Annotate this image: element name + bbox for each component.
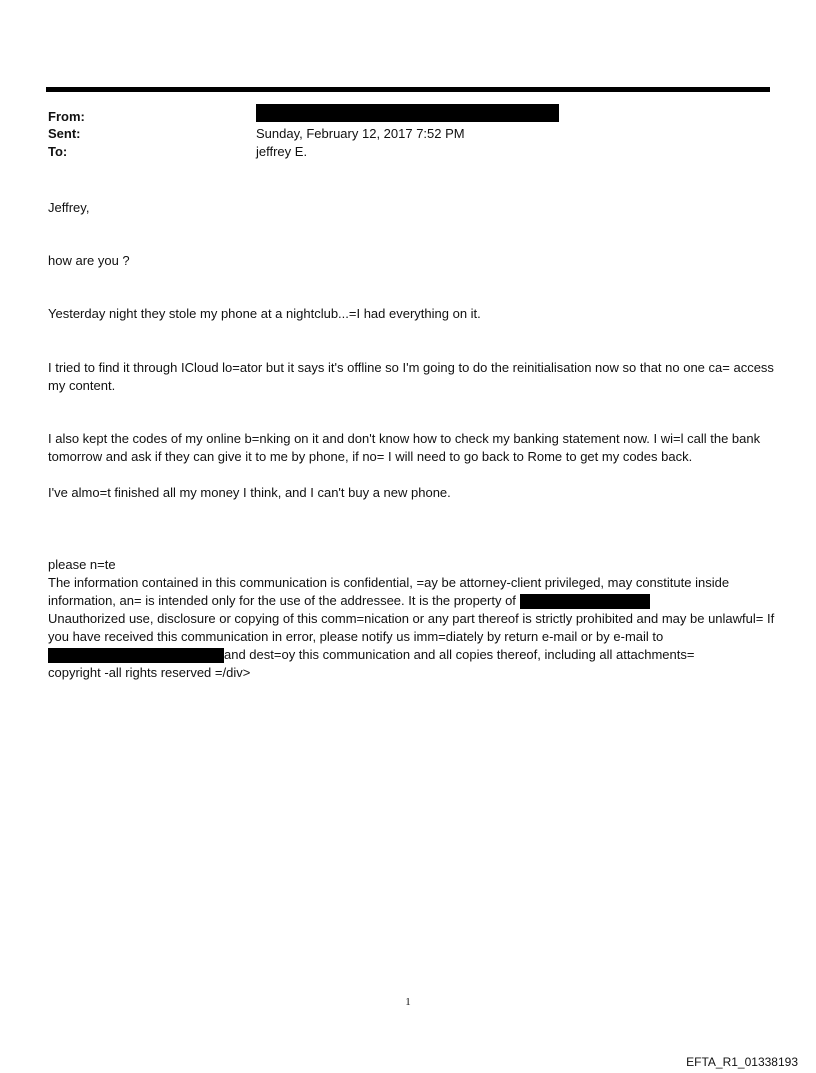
disclaimer-part-1: The information contained in this communication is confidential, =ay be attorney-client privileged, may constitute inside information, an= is intended only for the use of the addressee. It is the property of [48, 575, 730, 608]
redaction-block [256, 104, 559, 122]
redaction-block [520, 594, 650, 609]
disclaimer-text [48, 574, 778, 682]
greeting: Jeffrey, [48, 200, 90, 215]
body-paragraph-3: I tried to find it through ICloud lo=ator but it says it's offline so I'm going to do the reinitialisation now so that no one ca= access my content. [48, 360, 774, 393]
from-label: From: [48, 109, 85, 124]
disclaimer-heading: please n=te [48, 557, 116, 572]
sent-label: Sent: [48, 126, 81, 141]
disclaimer-part-4: copyright -all rights reserved =/div> [48, 665, 251, 680]
page-number: 1 [405, 996, 411, 1008]
to-label: To: [48, 144, 68, 159]
body-paragraph-5: I've almo=t finished all my money I think, and I can't buy a new phone. [48, 485, 451, 500]
header-rule [46, 87, 770, 92]
sent-value: Sunday, February 12, 2017 7:52 PM [256, 126, 465, 141]
document-id: EFTA_R1_01338193 [686, 1055, 798, 1069]
body-paragraph-4: I also kept the codes of my online b=nking on it and don't know how to check my banking statement now. I wi=l call the bank tomorrow and ask if they can give it to me by phone, if no= I will need to go back to Rome to get my codes back. [48, 431, 761, 464]
from-value-redacted [256, 104, 559, 122]
body-paragraph-1: how are you ? [48, 253, 130, 268]
redaction-block [48, 648, 224, 663]
to-value: jeffrey E. [256, 144, 308, 159]
disclaimer-part-3: and dest=oy this communication and all copies thereof, including all attachments= [224, 647, 695, 662]
disclaimer-part-2: Unauthorized use, disclosure or copying of this comm=nication or any part thereof is strictly prohibited and may be unlawful= If you have received this communication in error, please notify us imm=diately by return e-mail or by e-mail to [48, 611, 775, 644]
body-paragraph-2: Yesterday night they stole my phone at a nightclub...=I had everything on it. [48, 306, 481, 321]
